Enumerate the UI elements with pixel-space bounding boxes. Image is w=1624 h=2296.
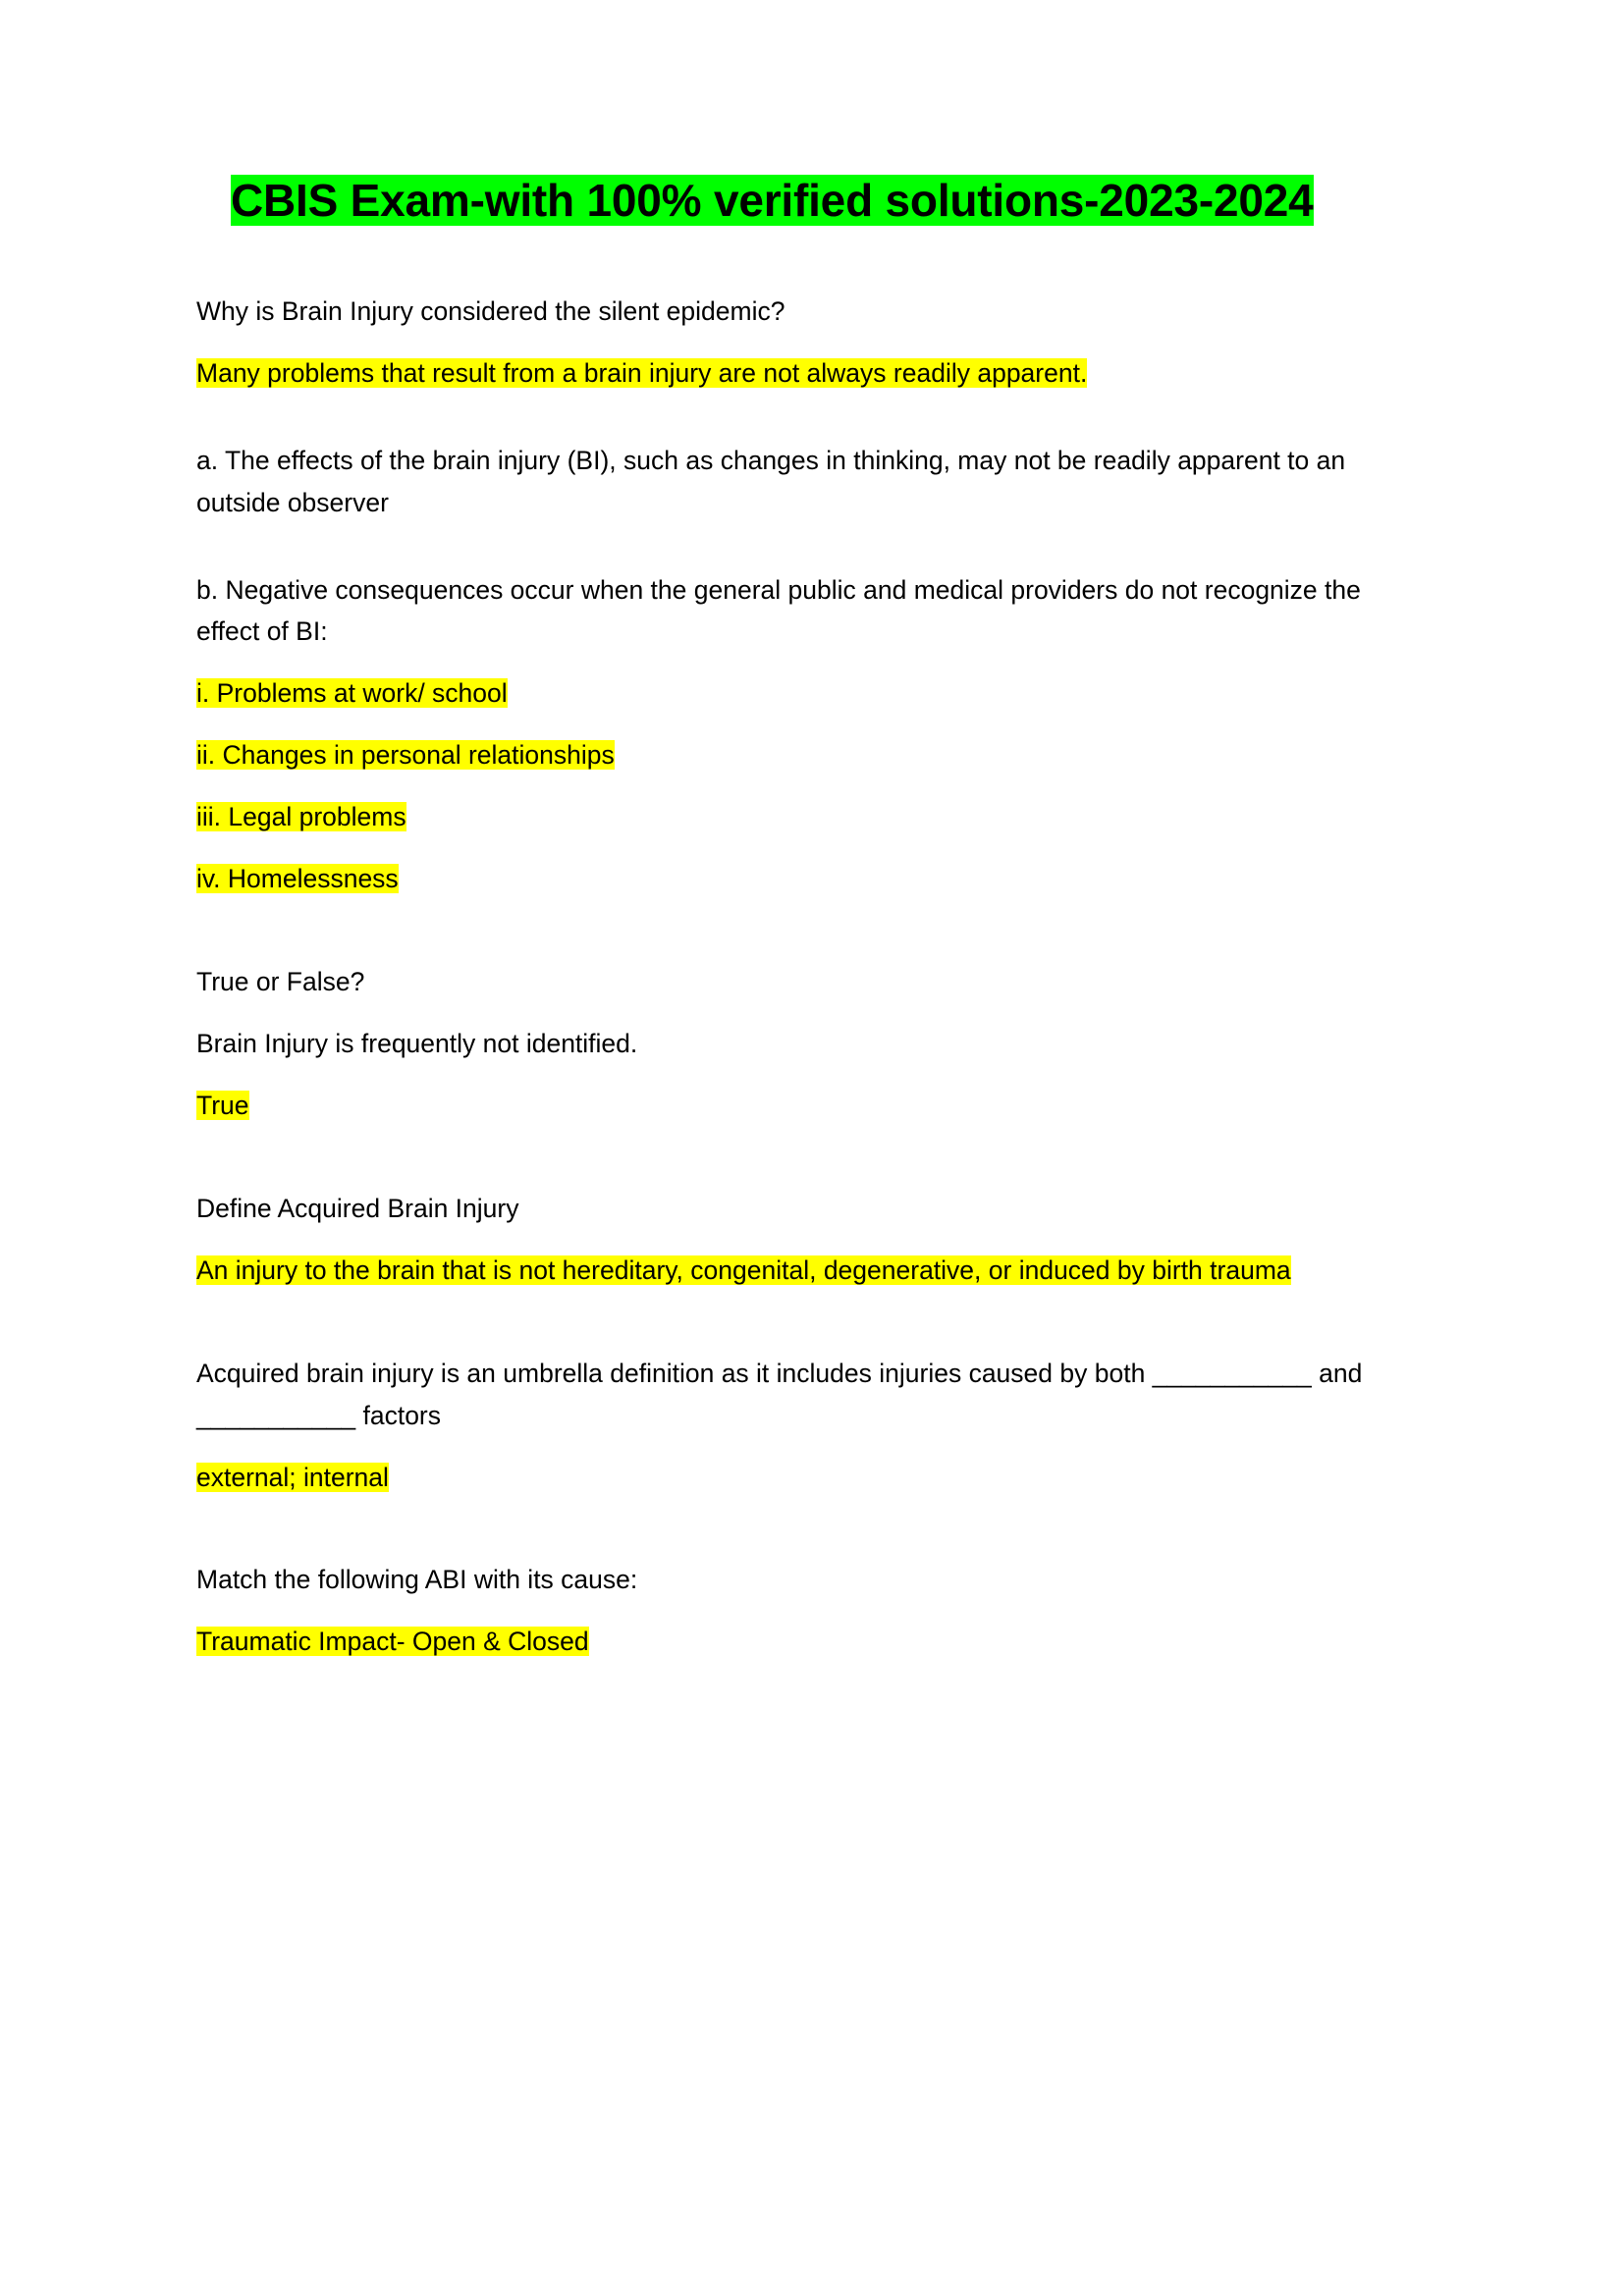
question-1-text: Why is Brain Injury considered the silent epidemic? [196,295,785,326]
spacer [196,715,1428,734]
answer-4-text: external; internal [196,1462,389,1492]
answer-1-item-b-iv-text: iv. Homelessness [196,864,399,894]
question-5-text: Match the following ABI with its cause: [196,1565,638,1595]
answer-4 [196,1457,1428,1499]
answer-1-item-b-iv [196,858,1428,900]
spacer [196,1003,1428,1023]
answer-1-item-b-i [196,672,1428,715]
spacer [196,333,1428,352]
spacer [196,1601,1428,1621]
answer-1-item-b-text: b. Negative consequences occur when the general public and medical providers do not recognize the effect of BI: [196,574,1361,647]
answer-2 [196,1085,1428,1127]
spacer [196,1437,1428,1457]
question-1 [196,291,1428,333]
answer-1 [196,352,1428,395]
answer-1-item-a [196,440,1428,524]
question-5 [196,1559,1428,1601]
document-body [196,291,1428,1663]
spacer [196,653,1428,672]
question-2 [196,961,1428,1003]
answer-1-item-b-i-text: i. Problems at work/ school [196,678,508,709]
answer-1-item-a-text: a. The effects of the brain injury (BI), such as changes in thinking, may not be readily apparent to an outside observer [196,445,1346,517]
answer-1-item-b-ii [196,734,1428,776]
spacer [196,776,1428,796]
answer-5 [196,1621,1428,1663]
question-3-text: Define Acquired Brain Injury [196,1193,519,1223]
spacer [196,838,1428,858]
page-title-text: CBIS Exam-with 100% verified solutions-2023-2024 [231,175,1314,226]
question-2-statement [196,1023,1428,1065]
answer-1-item-b-ii-text: ii. Changes in personal relationships [196,740,615,771]
spacer [196,1127,1428,1188]
answer-3 [196,1250,1428,1292]
spacer [196,1065,1428,1085]
spacer [196,1230,1428,1250]
answer-1-item-b-iii [196,796,1428,838]
spacer [196,524,1428,569]
answer-1-item-b-iii-text: iii. Legal problems [196,802,406,832]
question-2-statement-text: Brain Injury is frequently not identified. [196,1029,638,1059]
page-title [231,172,1428,230]
answer-1-item-b [196,569,1428,654]
answer-2-text: True [196,1090,249,1120]
question-3 [196,1188,1428,1230]
spacer [196,1292,1428,1353]
question-4 [196,1353,1428,1437]
spacer [196,395,1428,440]
answer-3-text: An injury to the brain that is not hereditary, congenital, degenerative, or induced by birth trauma [196,1255,1291,1285]
spacer [196,900,1428,961]
answer-1-text: Many problems that result from a brain injury are not always readily apparent. [196,357,1088,388]
question-2-text: True or False? [196,967,365,997]
question-4-text: Acquired brain injury is an umbrella definition as it includes injuries caused by both ___________ and ___________ factors [196,1358,1363,1430]
spacer [196,1498,1428,1559]
answer-5-text: Traumatic Impact- Open & Closed [196,1627,589,1657]
